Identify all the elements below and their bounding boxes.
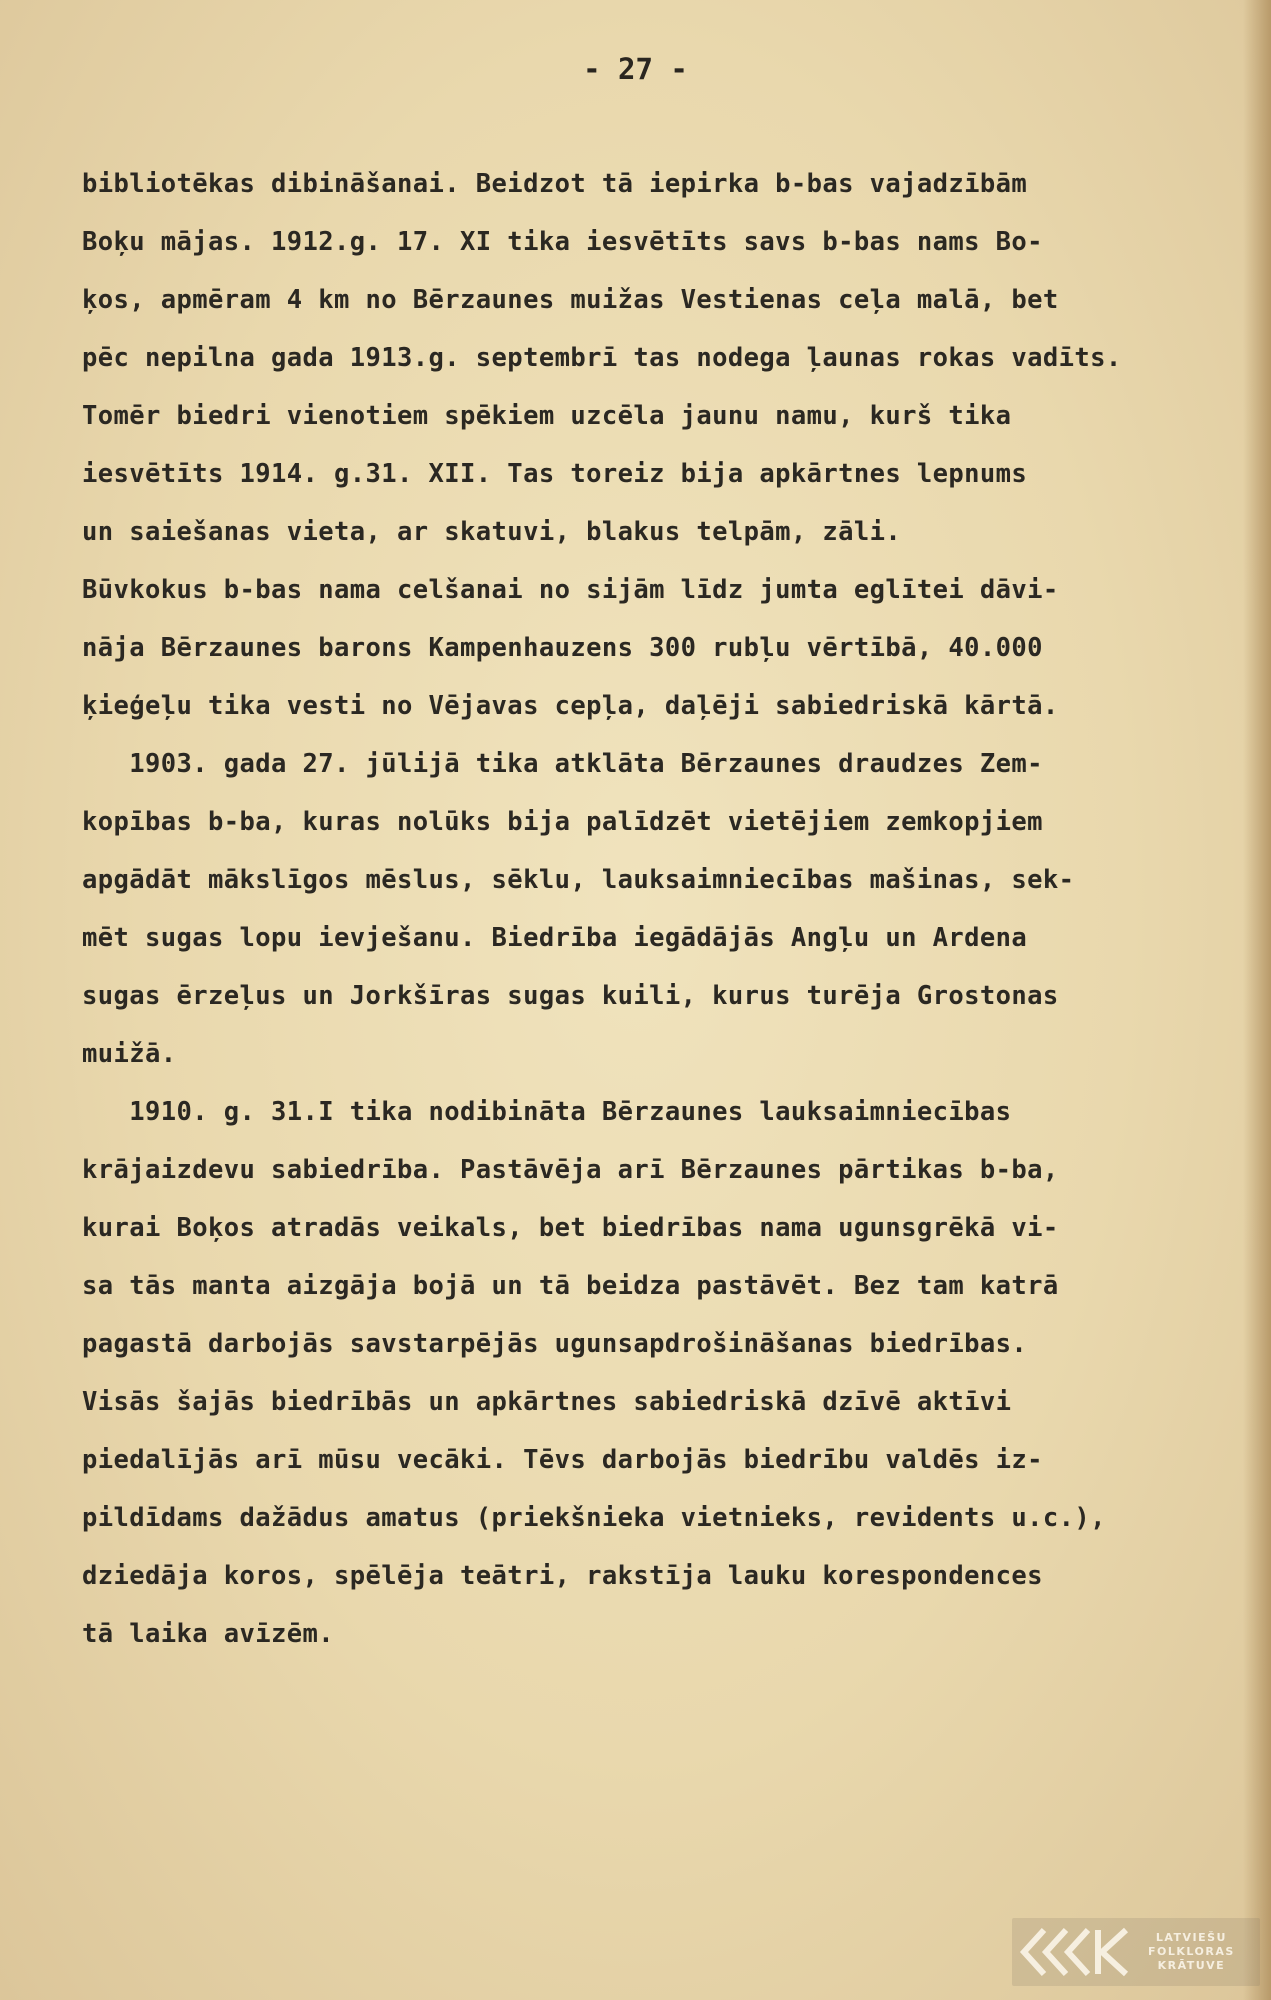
typewritten-text <box>82 155 1222 1663</box>
text-line: pagastā darbojās savstarpējās ugunsapdrošināšanas biedrības. <box>82 1329 1028 1359</box>
text-line: Tomēr biedri vienotiem spēkiem uzcēla jaunu namu, kurš tika <box>82 401 1012 431</box>
archive-logo <box>1012 1918 1260 1986</box>
text-line: bibliotēkas dibināšanai. Beidzot tā iepirka b-bas vajadzībām <box>82 169 1028 199</box>
text-line: 1910. g. 31.I tika nodibināta Bērzaunes lauksaimniecības <box>82 1097 1012 1127</box>
text-line: pēc nepilna gada 1913.g. septembrī tas nodega ļaunas rokas vadīts. <box>82 343 1122 373</box>
logo-text <box>1148 1931 1235 1973</box>
text-line: 1903. gada 27. jūlijā tika atklāta Bērzaunes draudzes Zem- <box>82 749 1043 779</box>
text-line: Būvkokus b-bas nama celšanai no sijām līdz jumta eglītei dāvi- <box>82 575 1059 605</box>
text-line: iesvētīts 1914. g.31. XII. Tas toreiz bija apkārtnes lepnums <box>82 459 1028 489</box>
text-line: apgādāt mākslīgos mēslus, sēklu, lauksaimniecības mašinas, sek- <box>82 865 1075 895</box>
text-line: mēt sugas lopu ievješanu. Biedrība iegādājās Angļu un Ardena <box>82 923 1028 953</box>
text-line: tā laika avīzēm. <box>82 1619 335 1649</box>
text-line: kopības b-ba, kuras nolūks bija palīdzēt vietējiem zemkopjiem <box>82 807 1043 837</box>
text-line: nāja Bērzaunes barons Kampenhauzens 300 rubļu vērtībā, 40.000 <box>82 633 1043 663</box>
text-line: sa tās manta aizgāja bojā un tā beidza pastāvēt. Bez tam katrā <box>82 1271 1059 1301</box>
text-line: dziedāja koros, spēlēja teātri, rakstīja lauku korespondences <box>82 1561 1043 1591</box>
lfk-logo-icon <box>1018 1924 1138 1980</box>
text-line: krājaizdevu sabiedrība. Pastāvēja arī Bērzaunes pārtikas b-ba, <box>82 1155 1059 1185</box>
text-line: piedalījās arī mūsu vecāki. Tēvs darbojās biedrību valdēs iz- <box>82 1445 1043 1475</box>
text-line: muižā. <box>82 1039 177 1069</box>
text-line: Boķu mājas. 1912.g. 17. XI tika iesvētīts savs b-bas nams Bo- <box>82 227 1043 257</box>
logo-line-3: KRĀTUVE <box>1157 1959 1226 1972</box>
text-line: Visās šajās biedrībās un apkārtnes sabiedriskā dzīvē aktīvi <box>82 1387 1012 1417</box>
logo-line-1: LATVIEŠU <box>1155 1931 1227 1944</box>
text-line: kurai Boķos atradās veikals, bet biedrības nama ugunsgrēkā vi- <box>82 1213 1059 1243</box>
page-edge-shadow <box>1243 0 1271 2000</box>
text-line: sugas ērzeļus un Jorkšīras sugas kuili, kurus turēja Grostonas <box>82 981 1059 1011</box>
logo-line-2: FOLKLORAS <box>1148 1945 1235 1958</box>
page-number: - 27 - <box>583 52 688 86</box>
text-line: ķieģeļu tika vesti no Vējavas cepļa, daļēji sabiedriskā kārtā. <box>82 691 1059 721</box>
text-line: ķos, apmēram 4 km no Bērzaunes muižas Vestienas ceļa malā, bet <box>82 285 1059 315</box>
text-line: un saiešanas vieta, ar skatuvi, blakus telpām, zāli. <box>82 517 902 547</box>
text-line: pildīdams dažādus amatus (priekšnieka vietnieks, revidents u.c.), <box>82 1503 1106 1533</box>
